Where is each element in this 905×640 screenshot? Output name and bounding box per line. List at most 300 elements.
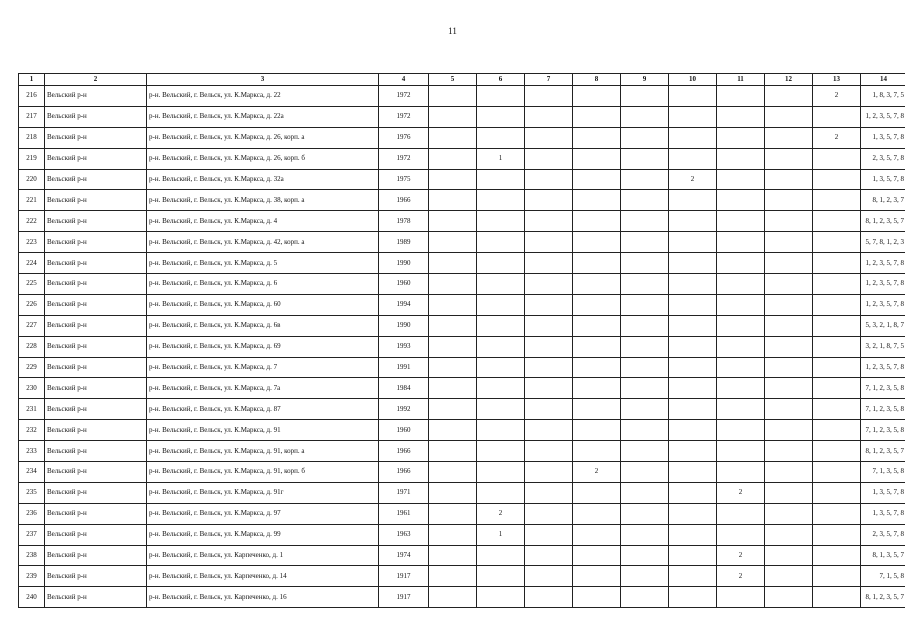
col13-cell xyxy=(813,294,861,315)
table-row xyxy=(19,545,905,566)
codes-cell: 1, 2, 3, 5, 7, 8 xyxy=(861,274,905,295)
col7-cell xyxy=(525,587,573,608)
col13-cell xyxy=(813,253,861,274)
year-cell: 1971 xyxy=(379,482,429,503)
row-number: 230 xyxy=(19,378,45,399)
col11-cell xyxy=(717,441,765,462)
col11-cell xyxy=(717,232,765,253)
district-cell: Вельский р-н xyxy=(45,566,147,587)
codes-cell: 3, 2, 1, 8, 7, 5 xyxy=(861,336,905,357)
col5-cell xyxy=(429,524,477,545)
table-row xyxy=(19,462,905,483)
address-cell: р-н. Вельский, г. Вельск, ул. К.Маркса, д. 22 xyxy=(147,86,379,107)
col5-cell xyxy=(429,211,477,232)
col9-cell xyxy=(621,148,669,169)
table-row xyxy=(19,148,905,169)
col9-cell xyxy=(621,587,669,608)
row-number: 240 xyxy=(19,587,45,608)
table-row xyxy=(19,253,905,274)
district-cell: Вельский р-н xyxy=(45,253,147,274)
col6-cell xyxy=(477,190,525,211)
col12-cell xyxy=(765,399,813,420)
row-number: 217 xyxy=(19,106,45,127)
col11-cell xyxy=(717,315,765,336)
col13-cell xyxy=(813,190,861,211)
col6-cell xyxy=(477,336,525,357)
district-cell: Вельский р-н xyxy=(45,587,147,608)
header-row xyxy=(19,74,905,86)
col10-cell xyxy=(669,378,717,399)
year-cell: 1978 xyxy=(379,211,429,232)
address-cell: р-н. Вельский, г. Вельск, ул. Карпеченко, д. 1 xyxy=(147,545,379,566)
col8-cell xyxy=(573,524,621,545)
col6-cell xyxy=(477,211,525,232)
district-cell: Вельский р-н xyxy=(45,378,147,399)
col10-cell xyxy=(669,211,717,232)
col5-cell xyxy=(429,545,477,566)
col11-cell xyxy=(717,127,765,148)
col6-cell xyxy=(477,566,525,587)
col7-cell xyxy=(525,148,573,169)
col9-cell xyxy=(621,106,669,127)
col5-cell xyxy=(429,106,477,127)
address-cell: р-н. Вельский, г. Вельск, ул. К.Маркса, д. 91, корп. а xyxy=(147,441,379,462)
codes-cell: 8, 1, 2, 3, 5, 7 xyxy=(861,587,905,608)
col8-cell xyxy=(573,441,621,462)
column-header-12: 12 xyxy=(765,74,813,86)
col6-cell: 2 xyxy=(477,503,525,524)
col5-cell xyxy=(429,232,477,253)
col5-cell xyxy=(429,274,477,295)
col10-cell: 2 xyxy=(669,169,717,190)
col9-cell xyxy=(621,274,669,295)
col5-cell xyxy=(429,253,477,274)
codes-cell: 1, 2, 3, 5, 7, 8 xyxy=(861,253,905,274)
table-row xyxy=(19,232,905,253)
col7-cell xyxy=(525,211,573,232)
col12-cell xyxy=(765,378,813,399)
col13-cell xyxy=(813,566,861,587)
column-header-11: 11 xyxy=(717,74,765,86)
year-cell: 1989 xyxy=(379,232,429,253)
col11-cell xyxy=(717,462,765,483)
col9-cell xyxy=(621,399,669,420)
codes-cell: 8, 1, 3, 5, 7 xyxy=(861,545,905,566)
col12-cell xyxy=(765,253,813,274)
col8-cell xyxy=(573,232,621,253)
address-cell: р-н. Вельский, г. Вельск, ул. Карпеченко, д. 16 xyxy=(147,587,379,608)
table-body xyxy=(19,86,905,608)
year-cell: 1963 xyxy=(379,524,429,545)
table-row xyxy=(19,566,905,587)
col10-cell xyxy=(669,127,717,148)
col9-cell xyxy=(621,294,669,315)
col13-cell xyxy=(813,378,861,399)
year-cell: 1917 xyxy=(379,587,429,608)
column-header-5: 5 xyxy=(429,74,477,86)
column-header-14: 14 xyxy=(861,74,905,86)
district-cell: Вельский р-н xyxy=(45,357,147,378)
col9-cell xyxy=(621,378,669,399)
col6-cell xyxy=(477,587,525,608)
row-number: 226 xyxy=(19,294,45,315)
col13-cell xyxy=(813,462,861,483)
col8-cell xyxy=(573,190,621,211)
district-cell: Вельский р-н xyxy=(45,232,147,253)
address-cell: р-н. Вельский, г. Вельск, ул. К.Маркса, д. 6 xyxy=(147,274,379,295)
column-header-3: 3 xyxy=(147,74,379,86)
codes-cell: 2, 3, 5, 7, 8 xyxy=(861,148,905,169)
col5-cell xyxy=(429,86,477,107)
codes-cell: 8, 1, 2, 3, 7 xyxy=(861,190,905,211)
col9-cell xyxy=(621,232,669,253)
row-number: 227 xyxy=(19,315,45,336)
col13-cell xyxy=(813,357,861,378)
year-cell: 1992 xyxy=(379,399,429,420)
col11-cell xyxy=(717,190,765,211)
col5-cell xyxy=(429,399,477,420)
address-cell: р-н. Вельский, г. Вельск, ул. К.Маркса, д. 38, корп. а xyxy=(147,190,379,211)
col11-cell xyxy=(717,148,765,169)
district-cell: Вельский р-н xyxy=(45,399,147,420)
page-number: 11 xyxy=(448,26,457,36)
col13-cell xyxy=(813,545,861,566)
col12-cell xyxy=(765,336,813,357)
district-cell: Вельский р-н xyxy=(45,190,147,211)
col7-cell xyxy=(525,336,573,357)
col11-cell: 2 xyxy=(717,566,765,587)
col6-cell xyxy=(477,545,525,566)
address-cell: р-н. Вельский, г. Вельск, ул. К.Маркса, д. 26, корп. а xyxy=(147,127,379,148)
row-number: 224 xyxy=(19,253,45,274)
year-cell: 1960 xyxy=(379,420,429,441)
year-cell: 1917 xyxy=(379,566,429,587)
year-cell: 1972 xyxy=(379,106,429,127)
codes-cell: 1, 2, 3, 5, 7, 8 xyxy=(861,294,905,315)
table-row xyxy=(19,294,905,315)
col11-cell xyxy=(717,378,765,399)
col13-cell xyxy=(813,211,861,232)
address-cell: р-н. Вельский, г. Вельск, ул. К.Маркса, д. 32а xyxy=(147,169,379,190)
col8-cell xyxy=(573,545,621,566)
col11-cell xyxy=(717,294,765,315)
col9-cell xyxy=(621,462,669,483)
col8-cell xyxy=(573,106,621,127)
col10-cell xyxy=(669,503,717,524)
col6-cell xyxy=(477,86,525,107)
col11-cell xyxy=(717,587,765,608)
col6-cell xyxy=(477,482,525,503)
col11-cell xyxy=(717,253,765,274)
col9-cell xyxy=(621,169,669,190)
col13-cell xyxy=(813,148,861,169)
col8-cell xyxy=(573,294,621,315)
col9-cell xyxy=(621,127,669,148)
col5-cell xyxy=(429,441,477,462)
row-number: 236 xyxy=(19,503,45,524)
col5-cell xyxy=(429,336,477,357)
col12-cell xyxy=(765,482,813,503)
col13-cell xyxy=(813,441,861,462)
col7-cell xyxy=(525,315,573,336)
table-row xyxy=(19,315,905,336)
table-row xyxy=(19,524,905,545)
col7-cell xyxy=(525,232,573,253)
col8-cell: 2 xyxy=(573,462,621,483)
codes-cell: 7, 1, 3, 5, 8 xyxy=(861,462,905,483)
col13-cell xyxy=(813,524,861,545)
year-cell: 1991 xyxy=(379,357,429,378)
col12-cell xyxy=(765,566,813,587)
col7-cell xyxy=(525,169,573,190)
col6-cell: 1 xyxy=(477,148,525,169)
codes-cell: 5, 3, 2, 1, 8, 7 xyxy=(861,315,905,336)
address-cell: р-н. Вельский, г. Вельск, ул. Карпеченко, д. 14 xyxy=(147,566,379,587)
row-number: 222 xyxy=(19,211,45,232)
year-cell: 1993 xyxy=(379,336,429,357)
col11-cell xyxy=(717,86,765,107)
col8-cell xyxy=(573,357,621,378)
col13-cell xyxy=(813,503,861,524)
col5-cell xyxy=(429,482,477,503)
codes-cell: 7, 1, 2, 3, 5, 8 xyxy=(861,420,905,441)
table-row xyxy=(19,378,905,399)
col9-cell xyxy=(621,441,669,462)
column-header-10: 10 xyxy=(669,74,717,86)
col13-cell: 2 xyxy=(813,127,861,148)
row-number: 231 xyxy=(19,399,45,420)
row-number: 218 xyxy=(19,127,45,148)
col9-cell xyxy=(621,211,669,232)
col11-cell xyxy=(717,169,765,190)
housing-register-table xyxy=(18,73,905,608)
col13-cell xyxy=(813,420,861,441)
year-cell: 1974 xyxy=(379,545,429,566)
codes-cell: 1, 3, 5, 7, 8 xyxy=(861,482,905,503)
codes-cell: 5, 7, 8, 1, 2, 3 xyxy=(861,232,905,253)
address-cell: р-н. Вельский, г. Вельск, ул. К.Маркса, д. 60 xyxy=(147,294,379,315)
col11-cell xyxy=(717,524,765,545)
col6-cell xyxy=(477,232,525,253)
codes-cell: 1, 3, 5, 7, 8 xyxy=(861,169,905,190)
col12-cell xyxy=(765,106,813,127)
col13-cell xyxy=(813,482,861,503)
year-cell: 1972 xyxy=(379,86,429,107)
col12-cell xyxy=(765,420,813,441)
address-cell: р-н. Вельский, г. Вельск, ул. К.Маркса, д. 97 xyxy=(147,503,379,524)
row-number: 221 xyxy=(19,190,45,211)
col10-cell xyxy=(669,420,717,441)
district-cell: Вельский р-н xyxy=(45,524,147,545)
table-row xyxy=(19,399,905,420)
column-header-9: 9 xyxy=(621,74,669,86)
col12-cell xyxy=(765,587,813,608)
col12-cell xyxy=(765,462,813,483)
address-cell: р-н. Вельский, г. Вельск, ул. К.Маркса, д. 7а xyxy=(147,378,379,399)
col10-cell xyxy=(669,294,717,315)
col12-cell xyxy=(765,524,813,545)
col7-cell xyxy=(525,399,573,420)
row-number: 216 xyxy=(19,86,45,107)
codes-cell: 1, 3, 5, 7, 8 xyxy=(861,503,905,524)
col10-cell xyxy=(669,587,717,608)
codes-cell: 7, 1, 2, 3, 5, 8 xyxy=(861,399,905,420)
col7-cell xyxy=(525,462,573,483)
col9-cell xyxy=(621,566,669,587)
address-cell: р-н. Вельский, г. Вельск, ул. К.Маркса, д. 7 xyxy=(147,357,379,378)
district-cell: Вельский р-н xyxy=(45,127,147,148)
col7-cell xyxy=(525,503,573,524)
table-header xyxy=(19,74,905,86)
district-cell: Вельский р-н xyxy=(45,106,147,127)
col7-cell xyxy=(525,357,573,378)
col12-cell xyxy=(765,86,813,107)
col9-cell xyxy=(621,190,669,211)
address-cell: р-н. Вельский, г. Вельск, ул. К.Маркса, д. 22а xyxy=(147,106,379,127)
col7-cell xyxy=(525,420,573,441)
col12-cell xyxy=(765,315,813,336)
col10-cell xyxy=(669,148,717,169)
column-header-2: 2 xyxy=(45,74,147,86)
row-number: 234 xyxy=(19,462,45,483)
address-cell: р-н. Вельский, г. Вельск, ул. К.Маркса, д. 26, корп. б xyxy=(147,148,379,169)
col5-cell xyxy=(429,378,477,399)
address-cell: р-н. Вельский, г. Вельск, ул. К.Маркса, д. 5 xyxy=(147,253,379,274)
col8-cell xyxy=(573,127,621,148)
table-row xyxy=(19,336,905,357)
col9-cell xyxy=(621,524,669,545)
row-number: 233 xyxy=(19,441,45,462)
row-number: 232 xyxy=(19,420,45,441)
table-row xyxy=(19,420,905,441)
col8-cell xyxy=(573,315,621,336)
col7-cell xyxy=(525,524,573,545)
table-row xyxy=(19,357,905,378)
district-cell: Вельский р-н xyxy=(45,441,147,462)
table-row xyxy=(19,106,905,127)
col11-cell: 2 xyxy=(717,482,765,503)
col12-cell xyxy=(765,148,813,169)
district-cell: Вельский р-н xyxy=(45,503,147,524)
col6-cell xyxy=(477,420,525,441)
col6-cell xyxy=(477,462,525,483)
col5-cell xyxy=(429,503,477,524)
col9-cell xyxy=(621,420,669,441)
col6-cell xyxy=(477,399,525,420)
col11-cell: 2 xyxy=(717,545,765,566)
district-cell: Вельский р-н xyxy=(45,274,147,295)
col10-cell xyxy=(669,336,717,357)
col13-cell xyxy=(813,399,861,420)
col12-cell xyxy=(765,232,813,253)
col9-cell xyxy=(621,357,669,378)
year-cell: 1961 xyxy=(379,503,429,524)
col5-cell xyxy=(429,127,477,148)
col10-cell xyxy=(669,232,717,253)
column-header-7: 7 xyxy=(525,74,573,86)
col10-cell xyxy=(669,190,717,211)
col10-cell xyxy=(669,315,717,336)
col8-cell xyxy=(573,566,621,587)
col12-cell xyxy=(765,169,813,190)
col11-cell xyxy=(717,399,765,420)
year-cell: 1990 xyxy=(379,253,429,274)
col10-cell xyxy=(669,106,717,127)
col6-cell xyxy=(477,127,525,148)
col13-cell: 2 xyxy=(813,86,861,107)
col7-cell xyxy=(525,482,573,503)
col5-cell xyxy=(429,190,477,211)
col8-cell xyxy=(573,503,621,524)
col7-cell xyxy=(525,545,573,566)
col8-cell xyxy=(573,148,621,169)
col5-cell xyxy=(429,462,477,483)
col7-cell xyxy=(525,127,573,148)
col8-cell xyxy=(573,336,621,357)
district-cell: Вельский р-н xyxy=(45,294,147,315)
col8-cell xyxy=(573,169,621,190)
col6-cell xyxy=(477,378,525,399)
col10-cell xyxy=(669,441,717,462)
col7-cell xyxy=(525,86,573,107)
table-row xyxy=(19,441,905,462)
col9-cell xyxy=(621,482,669,503)
address-cell: р-н. Вельский, г. Вельск, ул. К.Маркса, д. 91г xyxy=(147,482,379,503)
column-header-4: 4 xyxy=(379,74,429,86)
col8-cell xyxy=(573,211,621,232)
row-number: 237 xyxy=(19,524,45,545)
col12-cell xyxy=(765,294,813,315)
col13-cell xyxy=(813,232,861,253)
col10-cell xyxy=(669,545,717,566)
col11-cell xyxy=(717,420,765,441)
column-header-6: 6 xyxy=(477,74,525,86)
col12-cell xyxy=(765,211,813,232)
col12-cell xyxy=(765,190,813,211)
district-cell: Вельский р-н xyxy=(45,482,147,503)
row-number: 229 xyxy=(19,357,45,378)
col5-cell xyxy=(429,357,477,378)
codes-cell: 1, 3, 5, 7, 8 xyxy=(861,127,905,148)
col9-cell xyxy=(621,545,669,566)
table-row xyxy=(19,86,905,107)
col10-cell xyxy=(669,86,717,107)
year-cell: 1972 xyxy=(379,148,429,169)
col6-cell xyxy=(477,357,525,378)
col8-cell xyxy=(573,86,621,107)
col13-cell xyxy=(813,587,861,608)
table-row xyxy=(19,482,905,503)
year-cell: 1966 xyxy=(379,190,429,211)
district-cell: Вельский р-н xyxy=(45,462,147,483)
column-header-8: 8 xyxy=(573,74,621,86)
district-cell: Вельский р-н xyxy=(45,420,147,441)
year-cell: 1966 xyxy=(379,462,429,483)
codes-cell: 1, 2, 3, 5, 7, 8 xyxy=(861,357,905,378)
row-number: 220 xyxy=(19,169,45,190)
col7-cell xyxy=(525,274,573,295)
col7-cell xyxy=(525,294,573,315)
row-number: 238 xyxy=(19,545,45,566)
col8-cell xyxy=(573,274,621,295)
year-cell: 1976 xyxy=(379,127,429,148)
col12-cell xyxy=(765,127,813,148)
col9-cell xyxy=(621,86,669,107)
col7-cell xyxy=(525,190,573,211)
district-cell: Вельский р-н xyxy=(45,169,147,190)
col12-cell xyxy=(765,274,813,295)
col6-cell xyxy=(477,294,525,315)
